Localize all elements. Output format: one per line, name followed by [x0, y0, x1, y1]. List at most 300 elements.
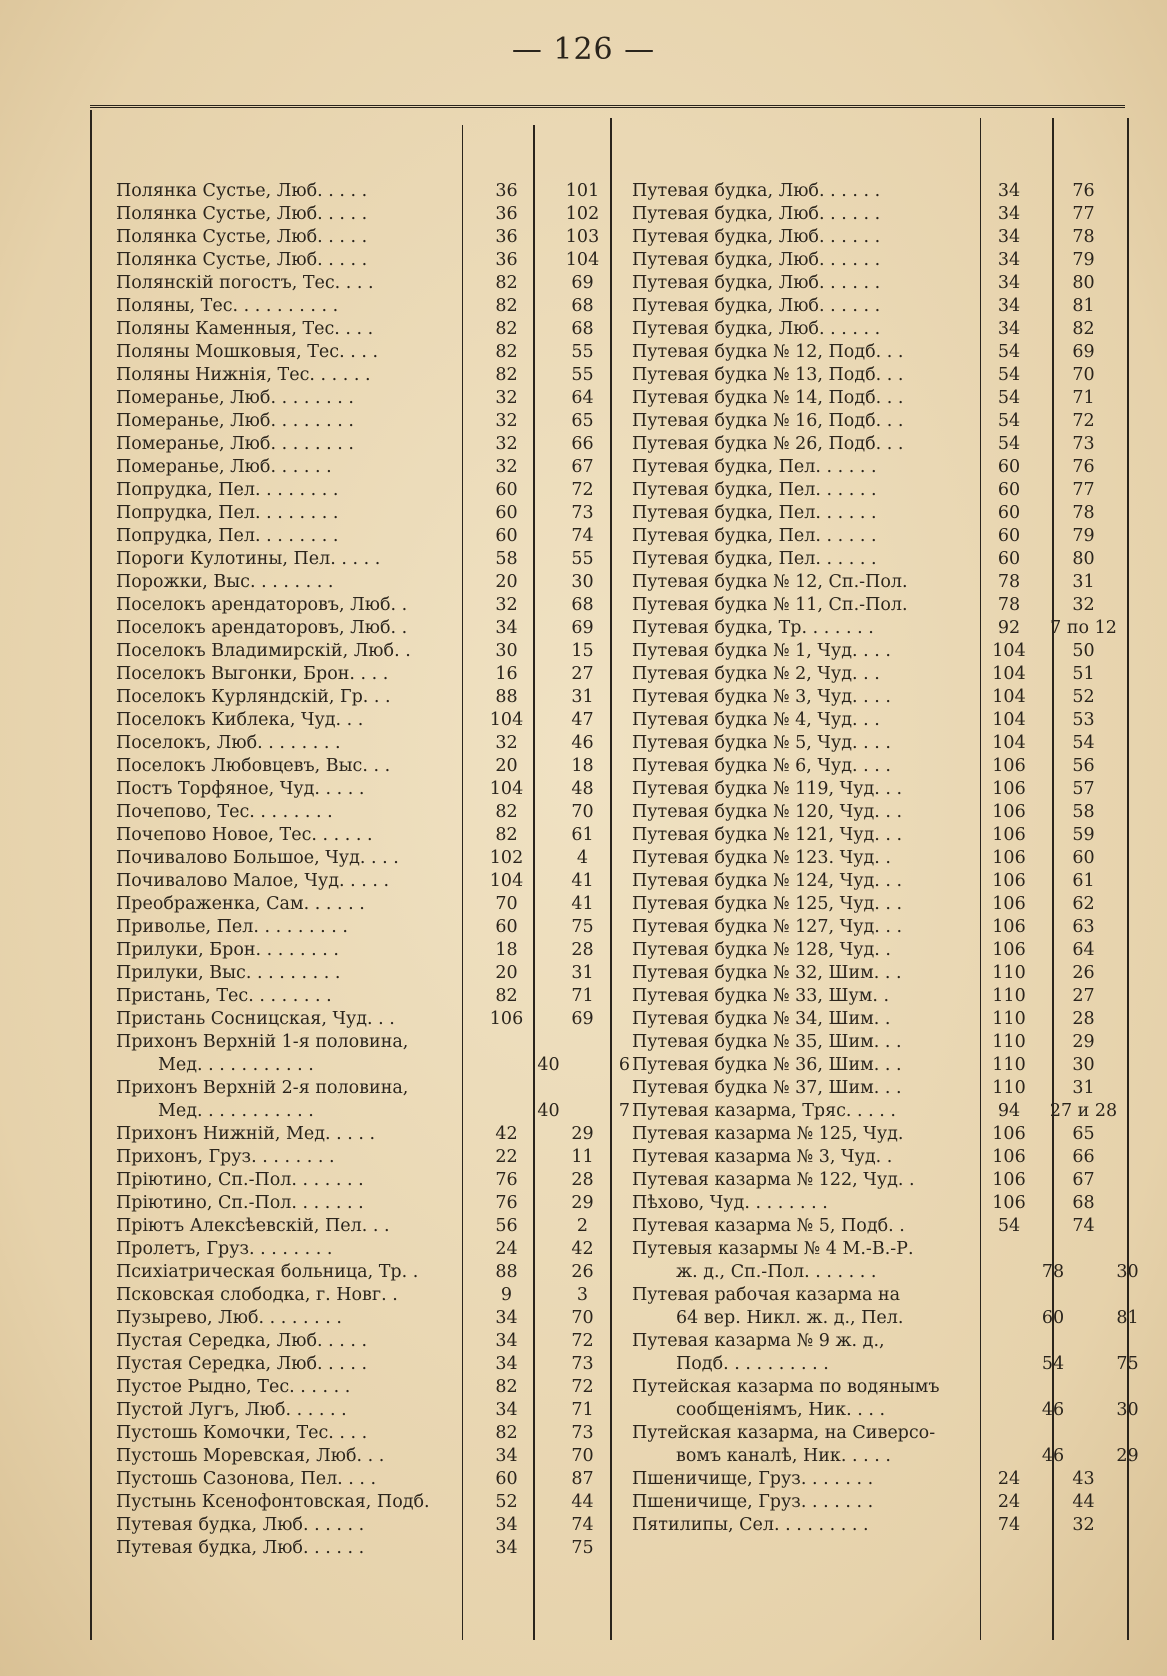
entry-number: 68 [571, 319, 594, 339]
entry-number: 80 [1072, 549, 1095, 569]
entry-number: 3 [576, 1285, 589, 1305]
page-ref: 60 [997, 480, 1021, 500]
index-row [110, 1284, 665, 1307]
index-row [110, 732, 665, 755]
entry-number: 64 [1072, 940, 1095, 960]
page-ref: 110 [992, 1032, 1026, 1052]
entry-number: 46 [571, 733, 594, 753]
page-ref: 9 [500, 1285, 513, 1305]
entry-number: 69 [1072, 342, 1095, 362]
page-ref: 34 [997, 250, 1021, 270]
index-row [110, 870, 665, 893]
page-ref: 104 [992, 664, 1026, 684]
place-name: Путевая будка № 32, Шим. . . [632, 963, 902, 983]
entry-number: 76 [1072, 457, 1095, 477]
entry-number: 104 [565, 250, 600, 270]
page-ref: 60 [997, 526, 1021, 546]
place-name: Померанье, Люб. . . . . . . . [116, 411, 354, 431]
index-row [110, 295, 665, 318]
index-row [628, 295, 1165, 318]
place-name: Путевая казарма № 122, Чуд. . [632, 1170, 915, 1190]
place-name: Пятилипы, Сел. . . . . . . . . [632, 1515, 869, 1535]
index-row [110, 364, 665, 387]
page-ref: 104 [992, 710, 1026, 730]
index-row [110, 755, 665, 778]
place-name: Путевая будка № 13, Подб. . . [632, 365, 904, 385]
place-name: Путевая будка, Люб. . . . . . [632, 319, 881, 339]
index-row [628, 1445, 1165, 1468]
place-name: Полянка Сустье, Люб. . . . . [116, 181, 368, 201]
index-row [110, 778, 665, 801]
index-row [110, 1077, 665, 1100]
place-name: Поселокъ Любовцевъ, Выс. . . [116, 756, 391, 776]
entry-number: 68 [1072, 1193, 1095, 1213]
entry-number: 65 [1072, 1124, 1095, 1144]
place-name: Мед. . . . . . . . . . . [158, 1055, 314, 1075]
page-ref: 76 [495, 1170, 518, 1190]
page-ref [972, 1330, 1046, 1353]
index-row [110, 1261, 665, 1284]
page-ref: 58 [495, 549, 518, 569]
place-name: Пшеничище, Груз. . . . . . . [632, 1469, 874, 1489]
place-name: Пшеничище, Груз. . . . . . . [632, 1492, 874, 1512]
entry-number: 29 [571, 1193, 594, 1213]
page-ref: 22 [495, 1147, 518, 1167]
page-ref: 102 [489, 848, 524, 868]
index-row [628, 962, 1165, 985]
page-ref: 106 [992, 1170, 1026, 1190]
page-ref: 60 [495, 503, 518, 523]
entry-number: 7 по 12 [1050, 618, 1117, 638]
place-name: Полянка Сустье, Люб. . . . . [116, 250, 368, 270]
page-ref: 82 [495, 802, 518, 822]
place-name: Путевая будка № 119, Чуд. . . [632, 779, 903, 799]
entry-number: 103 [565, 227, 600, 247]
index-row [628, 272, 1165, 295]
page-ref: 60 [997, 503, 1021, 523]
index-column-right [628, 180, 1165, 1537]
place-name: Поляны Нижнія, Тес. . . . . . [116, 365, 371, 385]
index-row [110, 410, 665, 433]
entry-number: 75 [571, 1538, 594, 1558]
page-ref [972, 1422, 1046, 1445]
page-ref: 24 [495, 1239, 518, 1259]
entry-number: 70 [571, 802, 594, 822]
entry-number: 30 [1116, 1262, 1139, 1282]
index-row [110, 985, 665, 1008]
index-row [110, 916, 665, 939]
entry-number: 51 [1072, 664, 1095, 684]
index-row [110, 341, 665, 364]
entry-number: 59 [1072, 825, 1095, 845]
index-row [110, 1054, 665, 1077]
page-ref: 18 [495, 940, 518, 960]
page-ref: 110 [992, 1055, 1026, 1075]
page-ref: 104 [992, 641, 1026, 661]
index-row [628, 1307, 1165, 1330]
index-row [628, 1399, 1165, 1422]
page-ref [972, 1238, 1046, 1261]
index-row [628, 755, 1165, 778]
entry-number: 102 [565, 204, 600, 224]
entry-number: 73 [571, 1423, 594, 1443]
index-row [110, 571, 665, 594]
entry-number [1046, 1238, 1121, 1261]
entry-number: 70 [571, 1446, 594, 1466]
place-name: Мед. . . . . . . . . . . [158, 1101, 314, 1121]
page-ref: 106 [992, 802, 1026, 822]
index-row [628, 433, 1165, 456]
entry-number: 78 [1072, 503, 1095, 523]
place-name: Путевая будка № 127, Чуд. . . [632, 917, 903, 937]
place-name: Попрудка, Пел. . . . . . . . [116, 480, 339, 500]
page-ref: 60 [495, 480, 518, 500]
page-ref: 36 [495, 181, 518, 201]
entry-number: 78 [1072, 227, 1095, 247]
place-name: Пустошь Моревская, Люб. . . [116, 1446, 385, 1466]
page-ref: 34 [997, 181, 1021, 201]
place-name: Поляны Каменныя, Тес. . . . [116, 319, 374, 339]
page-ref: 106 [489, 1009, 524, 1029]
entry-number: 71 [571, 1400, 594, 1420]
place-name: Поселокъ арендаторовъ, Люб. . [116, 618, 408, 638]
entry-number: 64 [571, 388, 594, 408]
page-number: — 126 — [511, 32, 656, 67]
page-ref: 104 [489, 871, 524, 891]
page-ref: 104 [489, 779, 524, 799]
entry-number: 77 [1072, 480, 1095, 500]
entry-number: 74 [1072, 1216, 1095, 1236]
entry-number: 7 [618, 1101, 631, 1121]
page-ref: 34 [495, 1400, 518, 1420]
entry-number: 55 [571, 342, 594, 362]
place-name: Поляны Мошковыя, Тес. . . . [116, 342, 379, 362]
entry-number: 58 [1072, 802, 1095, 822]
place-name: Путевая будка № 128, Чуд. . [632, 940, 891, 960]
index-row [628, 410, 1165, 433]
entry-number: 101 [565, 181, 600, 201]
page-ref: 32 [495, 595, 518, 615]
page-ref: 94 [997, 1101, 1021, 1121]
index-row [628, 387, 1165, 410]
entry-number: 81 [1116, 1308, 1139, 1328]
page-ref: 82 [495, 986, 518, 1006]
entry-number: 2 [576, 1216, 589, 1236]
entry-number: 54 [1072, 733, 1095, 753]
page-ref: 34 [495, 1331, 518, 1351]
place-name: Путевая будка, Люб. . . . . . [116, 1538, 365, 1558]
index-row [628, 778, 1165, 801]
page-ref: 34 [997, 296, 1021, 316]
index-row [628, 318, 1165, 341]
place-name: Полянскій погостъ, Тес. . . . [116, 273, 374, 293]
page-ref: 74 [997, 1515, 1021, 1535]
entry-number: 69 [571, 1009, 594, 1029]
entry-number: 31 [1072, 572, 1095, 592]
index-row [628, 847, 1165, 870]
index-row [110, 1146, 665, 1169]
page-ref: 20 [495, 756, 518, 776]
place-name: Преображенка, Сам. . . . . . [116, 894, 365, 914]
place-name: Путейская казарма, на Сиверсо- [632, 1423, 936, 1443]
place-name: Путевая будка № 123. Чуд. . [632, 848, 891, 868]
place-name: Пузырево, Люб. . . . . . . . [116, 1308, 342, 1328]
page-ref: 16 [495, 664, 518, 684]
place-name: Психіатрическая больница, Тр. . [116, 1262, 419, 1282]
place-name: Путевая будка № 36, Шим. . . [632, 1055, 902, 1075]
page-ref: 34 [495, 1308, 518, 1328]
entry-number: 67 [1072, 1170, 1095, 1190]
place-name: Пролетъ, Груз. . . . . . . . [116, 1239, 333, 1259]
place-name: Почивалово Большое, Чуд. . . . [116, 848, 399, 868]
page-ref: 60 [1041, 1308, 1065, 1328]
place-name: Путевая казарма № 125, Чуд. [632, 1124, 904, 1144]
index-row [628, 617, 1165, 640]
entry-number: 74 [571, 526, 594, 546]
entry-number: 56 [1072, 756, 1095, 776]
entry-number: 81 [1072, 296, 1095, 316]
page-ref: 46 [1041, 1446, 1065, 1466]
index-row [110, 180, 665, 203]
page-ref: 24 [997, 1492, 1021, 1512]
entry-number: 28 [1072, 1009, 1095, 1029]
index-row [110, 893, 665, 916]
entry-number: 31 [1072, 1078, 1095, 1098]
place-name: Пустой Лугъ, Люб. . . . . . [116, 1400, 347, 1420]
page-ref: 30 [495, 641, 518, 661]
place-name: Путевая будка № 37, Шим. . . [632, 1078, 902, 1098]
page-ref [972, 1284, 1046, 1307]
index-row [110, 617, 665, 640]
index-row [628, 1353, 1165, 1376]
entry-number: 43 [1072, 1469, 1095, 1489]
place-name: Подб. . . . . . . . . . [676, 1354, 829, 1374]
page-ref [471, 1077, 542, 1100]
place-name: Пріютино, Сп.-Пол. . . . . . . [116, 1170, 364, 1190]
entry-number: 66 [1072, 1147, 1095, 1167]
place-name: Путевая будка, Люб. . . . . . [632, 204, 881, 224]
index-row [110, 1537, 665, 1560]
index-row [110, 939, 665, 962]
place-name: Пороги Кулотины, Пел. . . . . [116, 549, 381, 569]
entry-number: 32 [1072, 1515, 1095, 1535]
index-row [110, 479, 665, 502]
index-row [628, 1422, 1165, 1445]
place-name: Пустошь Сазонова, Пел. . . . [116, 1469, 377, 1489]
page-ref: 46 [1041, 1400, 1065, 1420]
entry-number: 28 [571, 940, 594, 960]
index-row [110, 1399, 665, 1422]
page-ref: 110 [992, 963, 1026, 983]
page-ref: 54 [997, 342, 1021, 362]
index-row [628, 1100, 1165, 1123]
entry-number: 68 [571, 296, 594, 316]
place-name: Пріютъ Алексѣевскій, Пел. . . [116, 1216, 390, 1236]
place-name: Путевая будка № 16, Подб. . . [632, 411, 904, 431]
page-ref: 40 [537, 1055, 560, 1075]
place-name: Прихонъ, Груз. . . . . . . . [116, 1147, 335, 1167]
entry-number: 31 [571, 687, 594, 707]
index-row [628, 456, 1165, 479]
index-row [628, 226, 1165, 249]
index-row [628, 525, 1165, 548]
place-name: Путевая будка, Пел. . . . . . [632, 526, 877, 546]
place-name: Путевая будка, Люб. . . . . . [632, 273, 881, 293]
place-name: Прихонъ Верхній 1-я половина, [116, 1032, 409, 1052]
entry-number: 77 [1072, 204, 1095, 224]
place-name: Поселокъ, Люб. . . . . . . . [116, 733, 341, 753]
place-name: Прилуки, Выс. . . . . . . . . [116, 963, 341, 983]
index-row [110, 1008, 665, 1031]
page-ref: 110 [992, 1078, 1026, 1098]
entry-number: 11 [571, 1147, 594, 1167]
page-ref: 32 [495, 388, 518, 408]
page-ref: 106 [992, 779, 1026, 799]
index-row [628, 985, 1165, 1008]
page-ref: 106 [992, 1193, 1026, 1213]
entry-number: 18 [571, 756, 594, 776]
index-row [110, 318, 665, 341]
place-name: Пристань, Тес. . . . . . . . [116, 986, 332, 1006]
entry-number: 41 [571, 894, 594, 914]
index-row [628, 341, 1165, 364]
index-row [628, 870, 1165, 893]
page-ref: 82 [495, 273, 518, 293]
page-ref: 106 [992, 871, 1026, 891]
page-ref: 34 [495, 1538, 518, 1558]
entry-number: 29 [1116, 1446, 1139, 1466]
place-name: Пустое Рыдно, Тес. . . . . . [116, 1377, 351, 1397]
place-name: Путевая будка, Тр. . . . . . . [632, 618, 874, 638]
entry-number: 75 [571, 917, 594, 937]
index-row [628, 732, 1165, 755]
entry-number: 71 [571, 986, 594, 1006]
place-name: Путевая будка № 4, Чуд. . . [632, 710, 880, 730]
place-name: Путевая будка № 12, Подб. . . [632, 342, 904, 362]
index-row [628, 180, 1165, 203]
place-name: Путевая будка, Пел. . . . . . [632, 549, 877, 569]
place-name: Попрудка, Пел. . . . . . . . [116, 526, 339, 546]
index-row [110, 1238, 665, 1261]
entry-number: 67 [571, 457, 594, 477]
place-name: Путевая будка № 14, Подб. . . [632, 388, 904, 408]
index-column-left [110, 180, 665, 1560]
page-ref: 54 [997, 411, 1021, 431]
page-ref: 104 [489, 710, 524, 730]
place-name: Путевая будка № 5, Чуд. . . . [632, 733, 891, 753]
entry-number: 53 [1072, 710, 1095, 730]
index-row [110, 1169, 665, 1192]
place-name: вомъ каналѣ, Ник. . . . . [676, 1446, 891, 1466]
entry-number: 69 [571, 273, 594, 293]
index-row [110, 1353, 665, 1376]
index-row [110, 847, 665, 870]
page-ref: 78 [1041, 1262, 1065, 1282]
entry-number [1046, 1422, 1121, 1445]
entry-number: 26 [571, 1262, 594, 1282]
page-ref: 76 [495, 1193, 518, 1213]
place-name: Путевая будка № 34, Шим. . [632, 1009, 891, 1029]
index-row [628, 939, 1165, 962]
index-row [628, 640, 1165, 663]
page-ref: 110 [992, 986, 1026, 1006]
entry-number: 75 [1116, 1354, 1139, 1374]
entry-number [542, 1077, 623, 1100]
place-name: Путевая казарма, Тряс. . . . . [632, 1101, 896, 1121]
place-name: Полянка Сустье, Люб. . . . . [116, 227, 368, 247]
entry-number: 50 [1072, 641, 1095, 661]
place-name: Путевая будка № 12, Сп.-Пол. [632, 572, 908, 592]
page-ref: 110 [992, 1009, 1026, 1029]
entry-number [542, 1031, 623, 1054]
place-name: Псковская слободка, г. Новг. . [116, 1285, 398, 1305]
index-row [110, 1376, 665, 1399]
entry-number: 30 [1116, 1400, 1139, 1420]
index-row [110, 640, 665, 663]
page-ref: 32 [495, 457, 518, 477]
page-ref: 70 [495, 894, 518, 914]
place-name: Путевая будка № 2, Чуд. . . [632, 664, 880, 684]
page-ref: 32 [495, 411, 518, 431]
page-ref: 42 [495, 1124, 518, 1144]
entry-number: 79 [1072, 250, 1095, 270]
index-row [110, 1514, 665, 1537]
index-row [628, 1031, 1165, 1054]
index-row [110, 1192, 665, 1215]
place-name: Путевая будка № 33, Шум. . [632, 986, 890, 1006]
index-row [628, 1215, 1165, 1238]
index-row [628, 1376, 1165, 1399]
index-row [110, 1445, 665, 1468]
index-row [628, 249, 1165, 272]
page-ref: 32 [495, 733, 518, 753]
place-name: Путевая будка № 3, Чуд. . . . [632, 687, 891, 707]
entry-number: 4 [576, 848, 589, 868]
entry-number: 70 [1072, 365, 1095, 385]
entry-number: 72 [1072, 411, 1095, 431]
index-row [110, 1307, 665, 1330]
index-row [110, 801, 665, 824]
place-name: Путевая будка № 125, Чуд. . . [632, 894, 903, 914]
page-ref: 52 [495, 1492, 518, 1512]
page-ref: 34 [495, 1515, 518, 1535]
index-row [110, 1215, 665, 1238]
index-row [628, 1261, 1165, 1284]
index-row [110, 1491, 665, 1514]
index-row [110, 433, 665, 456]
place-name: Пустая Середка, Люб. . . . . [116, 1331, 368, 1351]
entry-number: 26 [1072, 963, 1095, 983]
entry-number: 60 [1072, 848, 1095, 868]
place-name: Пріютино, Сп.-Пол. . . . . . . [116, 1193, 364, 1213]
page-ref: 106 [992, 756, 1026, 776]
page-ref: 34 [997, 204, 1021, 224]
page-ref: 106 [992, 894, 1026, 914]
entry-number: 61 [571, 825, 594, 845]
index-row [628, 1146, 1165, 1169]
place-name: Порожки, Выс. . . . . . . . [116, 572, 334, 592]
entry-number: 27 и 28 [1049, 1101, 1118, 1121]
index-row [110, 1100, 665, 1123]
page-ref: 106 [992, 848, 1026, 868]
place-name: Путевая будка № 1, Чуд. . . . [632, 641, 891, 661]
column-divider [90, 110, 92, 1640]
place-name: Попрудка, Пел. . . . . . . . [116, 503, 339, 523]
index-row [110, 272, 665, 295]
entry-number: 47 [571, 710, 594, 730]
place-name: Померанье, Люб. . . . . . . . [116, 388, 354, 408]
page-ref: 106 [992, 917, 1026, 937]
